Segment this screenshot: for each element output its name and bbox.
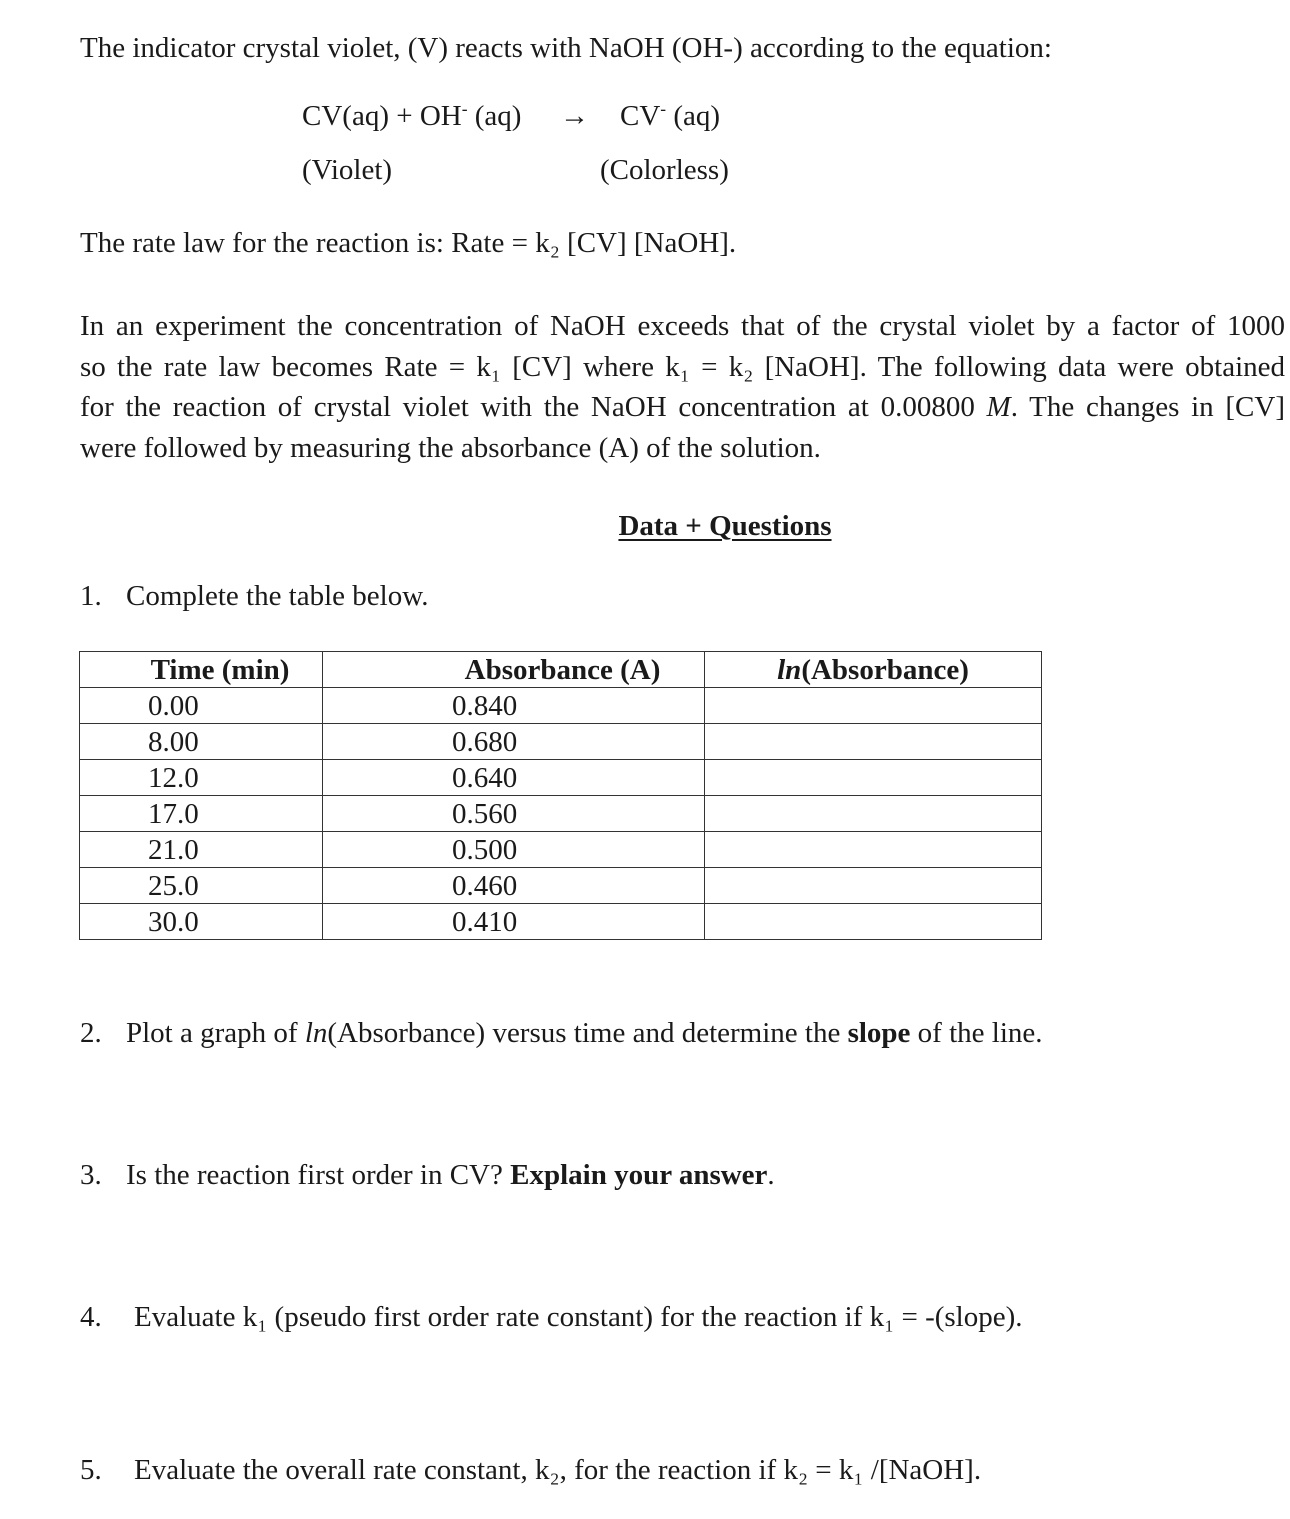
label-violet: (Violet) [302,154,393,186]
equation-product: CV- (aq) [620,98,721,132]
table-header-row [80,652,1042,688]
time-cell: 12.0 [80,760,323,796]
question-number: 4. [80,1301,102,1333]
question-1 [80,580,429,613]
table-row [80,796,1042,832]
question-number: 2. [80,1017,102,1049]
rate-law-text: The rate law for the reaction is: Rate = k₂ [CV] [NaOH]. [80,227,737,259]
paragraph-line-2: so the rate law becomes Rate = k₁ [CV] where k₁ = k₂ [NaOH]. The following data were obtained [80,350,1285,383]
paragraph-line-4: were followed by measuring the absorbance (A) of the solution. [80,431,821,464]
absorbance-cell: 0.460 [323,868,705,904]
paragraph-line-1: In an experiment the concentration of NaOH exceeds that of the crystal violet by a factor of 1000 [80,310,1285,342]
table-row [80,904,1042,940]
table-row [80,832,1042,868]
question-5 [80,1454,981,1487]
table-row [80,868,1042,904]
absorbance-cell: 0.410 [323,904,705,940]
table-row [80,688,1042,724]
hydroxide-charge: - [461,98,468,119]
equation-reactants: CV(aq) + OH [302,100,462,132]
ln-cell[interactable] [705,832,1042,868]
time-cell: 25.0 [80,868,323,904]
ln-cell[interactable] [705,760,1042,796]
absorbance-cell: 0.680 [323,724,705,760]
ln-cell[interactable] [705,688,1042,724]
chemical-equation [302,100,521,133]
time-cell: 30.0 [80,904,323,940]
header-time: Time (min) [80,652,323,688]
molarity-unit: M [986,391,1011,423]
question-text: Complete the table below. [126,580,429,612]
ln-cell[interactable] [705,904,1042,940]
question-text: Evaluate the overall rate constant, k₂, for the reaction if k₂ = k₁ /[NaOH]. [134,1454,982,1486]
intro-text: The indicator crystal violet, (V) reacts with NaOH (OH-) according to the equation: [80,32,1052,64]
time-cell: 0.00 [80,688,323,724]
ln-cell[interactable] [705,796,1042,832]
time-cell: 17.0 [80,796,323,832]
absorbance-cell: 0.560 [323,796,705,832]
question-3: 3. Is the reaction first order in CV? Explain your answer. [80,1159,775,1191]
data-table [79,651,1042,940]
label-colorless: (Colorless) [600,154,729,186]
question-text: Evaluate k₁ (pseudo first order rate constant) for the reaction if k₁ = -(slope). [134,1301,1023,1333]
reactant-state: (aq) [467,100,522,132]
experiment-paragraph [80,306,1285,468]
table-row [80,724,1042,760]
question-number: 1. [80,580,102,612]
absorbance-cell: 0.500 [323,832,705,868]
question-number: 5. [80,1454,102,1486]
header-ln-absorbance: ln(Absorbance) [705,652,1042,688]
table-row [80,760,1042,796]
question-4 [80,1301,1023,1334]
absorbance-cell: 0.840 [323,688,705,724]
header-absorbance: Absorbance (A) [323,652,705,688]
ln-cell[interactable] [705,724,1042,760]
time-cell: 8.00 [80,724,323,760]
time-cell: 21.0 [80,832,323,868]
section-heading: Data + Questions [618,510,832,542]
paragraph-line-3: for the reaction of crystal violet with the NaOH concentration at 0.00800 M. The changes in [CV] [80,391,1285,423]
question-number: 3. [80,1159,102,1191]
absorbance-cell: 0.640 [323,760,705,796]
question-2: 2. Plot a graph of ln(Absorbance) versus time and determine the slope of the line. [80,1017,1043,1049]
product-charge: - [660,98,667,119]
ln-cell[interactable] [705,868,1042,904]
reaction-arrow: → [560,100,589,132]
